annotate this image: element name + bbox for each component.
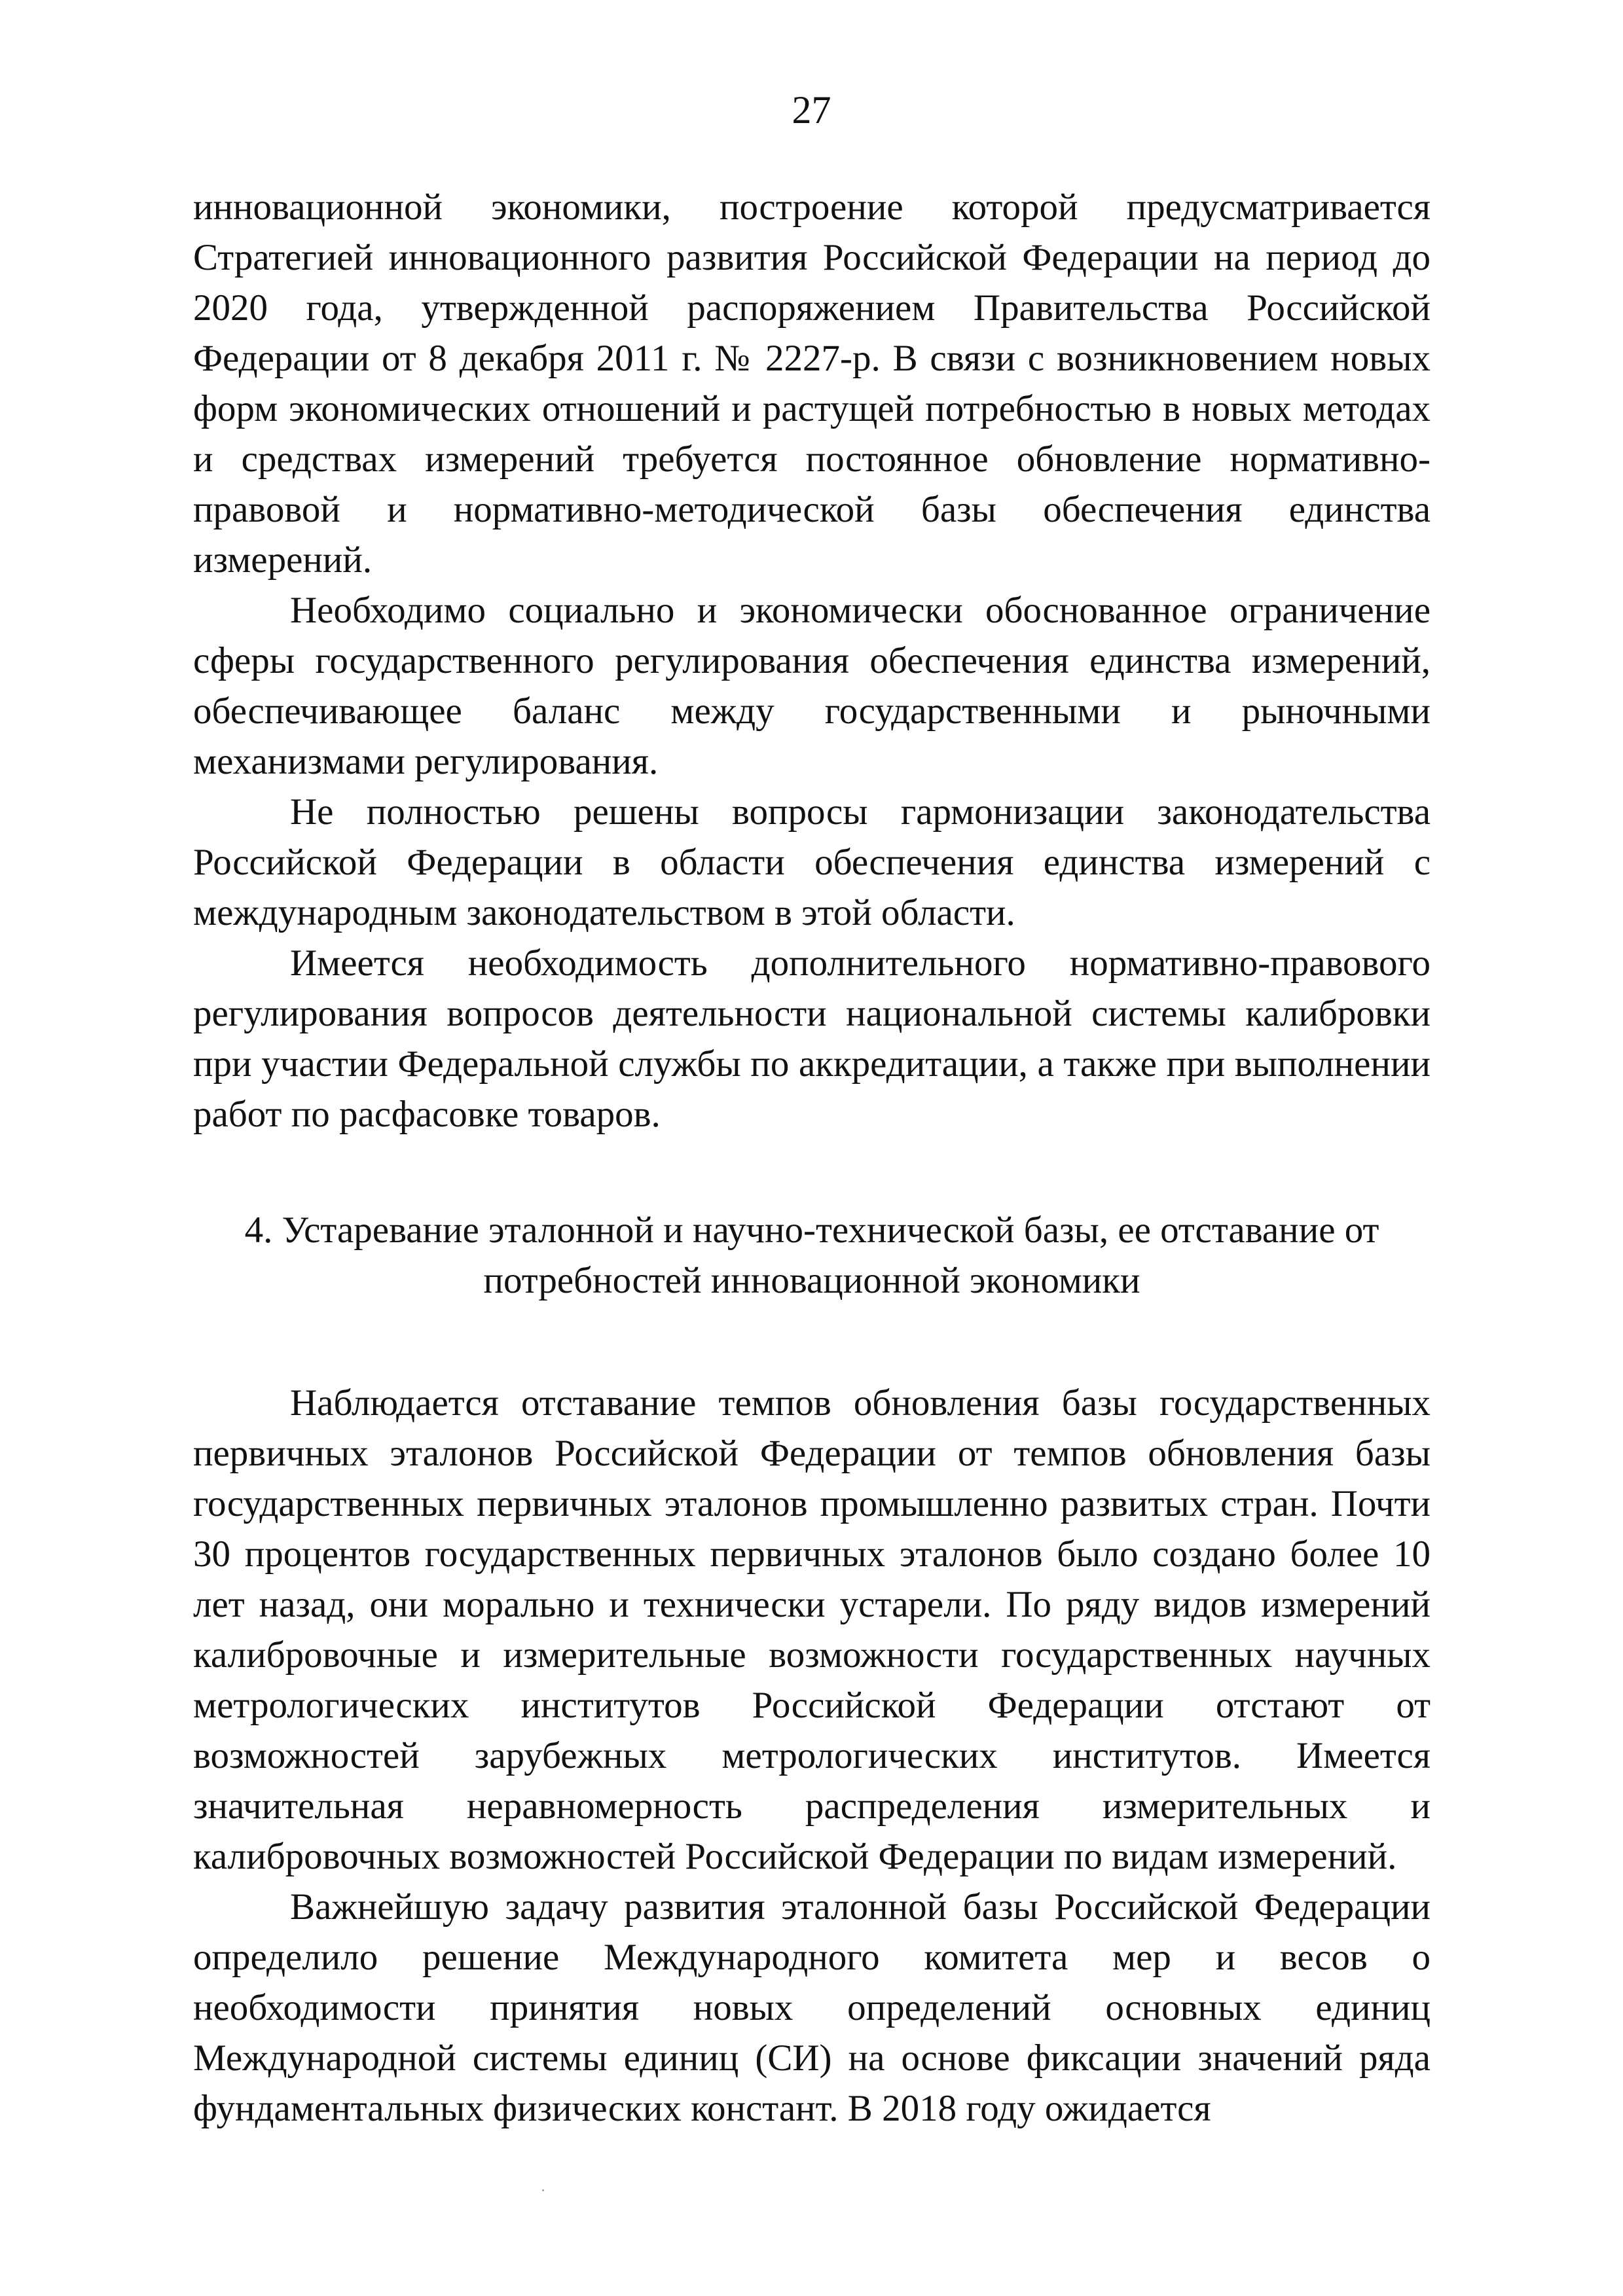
paragraph-harmonization: Не полностью решены вопросы гармонизации законодательства Российской Федерации в области обеспечения единства измерений с международным законодательством в этой области. <box>193 791 1431 933</box>
section-heading <box>193 1205 1431 1306</box>
paragraph-si-redefinition: Важнейшую задачу развития эталонной базы Российской Федерации определило решение Международного комитета мер и весов о необходимости принятия новых определений основных единиц Международной системы единиц (СИ) на основе фиксации значений ряда фундаментальных физических констант. В 2018 году ожидается <box>193 1886 1431 2129</box>
section-heading-line-2: потребностей инновационной экономики <box>483 1260 1140 1301</box>
paragraph-regulation-limits: Необходимо социально и экономически обоснованное ограничение сферы государственного регулирования обеспечения единства измерений, обеспечивающее баланс между государственными и рыночными механизмами регулирования. <box>193 590 1431 782</box>
document-body <box>193 182 1431 2134</box>
paragraph-calibration-system: Имеется необходимость дополнительного нормативно-правового регулирования вопросов деятельности национальной системы калибровки при участии Федеральной службы по аккредитации, а также при выполнении работ по расфасовке товаров. <box>193 942 1431 1135</box>
paragraph-standards-lag: Наблюдается отставание темпов обновления базы государственных первичных эталонов Российской Федерации от темпов обновления базы государственных первичных эталонов промышленно развитых стран. Почти 30 процентов государственных первичных эталонов было создано более 10 лет назад, они морально и технически устарели. По ряду видов измерений калибровочные и измерительные возможности государственных научных метрологических институтов Российской Федерации отстают от возможностей зарубежных метрологических институтов. Имеется значительная неравномерность распределения измерительных и калибровочных возможностей Российской Федерации по видам измерений. <box>193 1382 1431 1877</box>
page-number: 27 <box>792 88 831 132</box>
paragraph-continuation: инновационной экономики, построение которой предусматривается Стратегией инновационного развития Российской Федерации на период до 2020 года, утвержденной распоряжением Правительства Российской Федерации от 8 декабря 2011 г. № 2227-р. В связи с возникновением новых форм экономических отношений и растущей потребностью в новых методах и средствах измерений требуется постоянное обновление нормативно-правовой и нормативно-методической базы обеспечения единства измерений. <box>193 187 1431 581</box>
section-heading-line-1: 4. Устаревание эталонной и научно-технической базы, ее отставание от <box>244 1210 1379 1251</box>
scan-artifact-dot <box>542 2189 544 2191</box>
